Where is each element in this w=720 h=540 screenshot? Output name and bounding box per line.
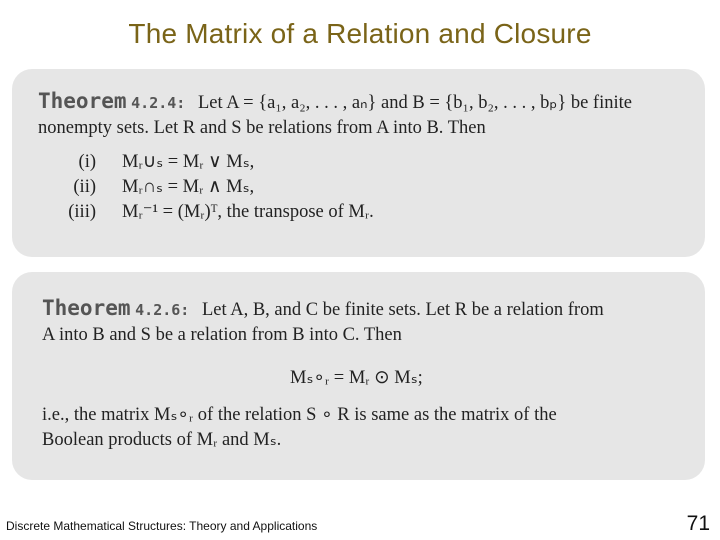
theorem-statement-line-2: nonempty sets. Let R and S be relations from A into B. Then bbox=[38, 118, 486, 138]
theorem-statement-line-3: i.e., the matrix Mₛ∘ᵣ of the relation S ∘ R is same as the matrix of the bbox=[42, 405, 557, 425]
theorem-header-line bbox=[38, 89, 705, 116]
theorem-item-iii bbox=[38, 200, 705, 225]
slide-title: The Matrix of a Relation and Closure bbox=[128, 18, 592, 49]
item-formula: Mᵣ∪ₛ = Mᵣ ∨ Mₛ, bbox=[122, 152, 255, 172]
item-label: (iii) bbox=[68, 202, 96, 222]
item-formula: Mᵣ∩ₛ = Mᵣ ∧ Mₛ, bbox=[122, 177, 255, 197]
theorem-statement-line-4: Boolean products of Mᵣ and Mₛ. bbox=[42, 430, 282, 450]
theorem-equation: Mₛ∘ᵣ = Mᵣ ⊙ Mₛ; bbox=[290, 368, 423, 388]
item-label: (ii) bbox=[73, 177, 96, 197]
theorem-statement-line-2: A into B and S be a relation from B into C. Then bbox=[42, 325, 402, 345]
theorem-number: 4.2.6: bbox=[135, 301, 190, 319]
theorem-box-4-2-6 bbox=[12, 272, 705, 480]
item-formula: Mᵣ⁻¹ = (Mᵣ)ᵀ, the transpose of Mᵣ. bbox=[122, 202, 374, 222]
theorem-header-line bbox=[42, 296, 705, 323]
theorem-word: Theorem bbox=[42, 296, 131, 320]
page-number: 71 bbox=[686, 512, 710, 535]
theorem-box-4-2-4 bbox=[12, 69, 705, 257]
theorem-item-i bbox=[38, 150, 705, 175]
theorem-statement-line-1: Let A = {a₁, a₂, . . . , aₙ} and B = {b₁, b₂, . . . , bₚ} be finite bbox=[197, 93, 632, 113]
theorem-items bbox=[38, 150, 705, 225]
theorem-word: Theorem bbox=[38, 89, 127, 113]
theorem-item-ii bbox=[38, 175, 705, 200]
footer-text: Discrete Mathematical Structures: Theory and Applications bbox=[6, 519, 318, 533]
item-label: (i) bbox=[78, 152, 96, 172]
theorem-number: 4.2.4: bbox=[131, 94, 186, 112]
theorem-statement-line-1: Let A, B, and C be finite sets. Let R be a relation from bbox=[201, 300, 604, 320]
